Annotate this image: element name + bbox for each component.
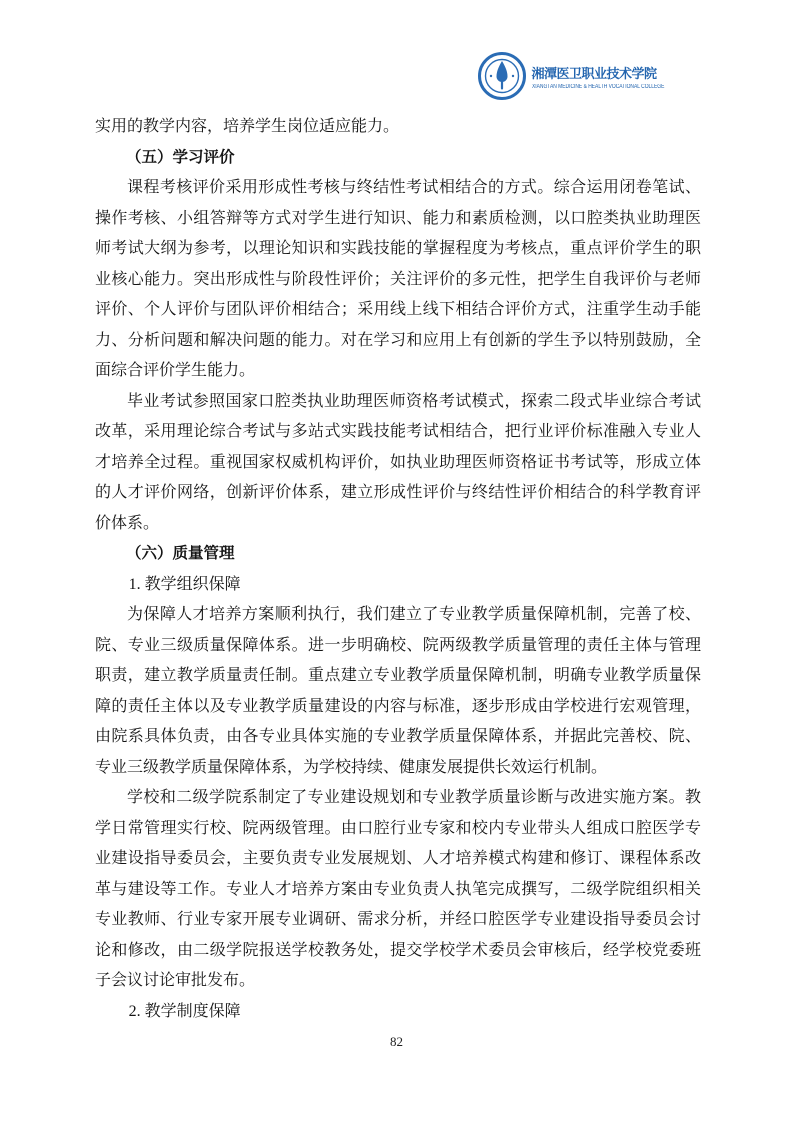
page-footer — [0, 1034, 793, 1050]
section-heading-learning-evaluation: （五）学习评价 — [126, 148, 235, 166]
subsection-heading-teaching-system: 2. 教学制度保障 — [128, 1002, 241, 1020]
paragraph-school-college-management: 学校和二级学院系制定了专业建设规划和专业教学质量诊断与改进实施方案。教学日常管理实行校、院两级管理。由口腔行业专家和校内专业带头人组成口腔医学专业建设指导委员会，主要负责专业发展规划、人才培养模式构建和修订、课程体系改革与建设等工作。专业人才培养方案由专业负责人执笔完成撰写，二级学院组织相关专业教师、行业专家开展专业调研、需求分析，并经口腔医学专业建设指导委员会讨论和修改，由二级学院报送学校教务处，提交学校学术委员会审核后，经学校党委班子会议讨论审批发布。 — [95, 789, 701, 989]
college-logo — [478, 52, 693, 100]
paragraph-continuation: 实用的教学内容，培养学生岗位适应能力。 — [95, 118, 400, 135]
paragraph-quality-assurance-system: 为保障人才培养方案顺利执行，我们建立了专业教学质量保障机制，完善了校、院、专业三级质量保障体系。进一步明确校、院两级教学质量管理的责任主体与管理职责，建立教学质量责任制。重点建立专业教学质量保障机制，明确专业教学质量保障的责任主体以及专业教学质量建设的内容与标准，逐步形成由学校进行宏观管理，由院系具体负责，由各专业具体实施的专业教学质量保障体系，并据此完善校、院、专业三级教学质量保障体系，为学校持续、健康发展提供长效运行机制。 — [95, 606, 701, 776]
paragraph-graduation-exam: 毕业考试参照国家口腔类执业助理医师资格考试模式，探索二段式毕业综合考试改革，采用理论综合考试与多站式实践技能考试相结合，把行业评价标准融入专业人才培养全过程。重视国家权威机构评价，如执业助理医师资格证书考试等，形成立体的人才评价网络，创新评价体系，建立形成性评价与终结性评价相结合的科学教育评价体系。 — [95, 392, 701, 532]
college-name-english: XIANGTAN MEDICINE & HEALTH VOCATIONAL COLLEGE — [531, 83, 664, 90]
paragraph-course-assessment: 课程考核评价采用形成性考核与终结性考试相结合的方式。综合运用闭卷笔试、操作考核、小组答辩等方式对学生进行知识、能力和素质检测，以口腔类执业助理医师考试大纲为参考，以理论知识和实践技能的掌握程度为考核点，重点评价学生的职业核心能力。突出形成性与阶段性评价；关注评价的多元性，把学生自我评价与老师评价、个人评价与团队评价相结合；采用线上线下相结合评价方式，注重学生动手能力、分析问题和解决问题的能力。对在学习和应用上有创新的学生予以特别鼓励，全面综合评价学生能力。 — [95, 179, 701, 379]
section-heading-quality-management: （六）质量管理 — [126, 545, 235, 562]
college-emblem-icon — [478, 52, 526, 100]
page-number: 82 — [390, 1034, 403, 1049]
document-content — [95, 112, 701, 1027]
page-header — [478, 52, 693, 100]
subsection-heading-teaching-organization: 1. 教学组织保障 — [128, 575, 241, 593]
college-logo-text — [532, 63, 693, 90]
college-name-chinese: 湘潭医卫职业技术学院 — [531, 65, 657, 81]
